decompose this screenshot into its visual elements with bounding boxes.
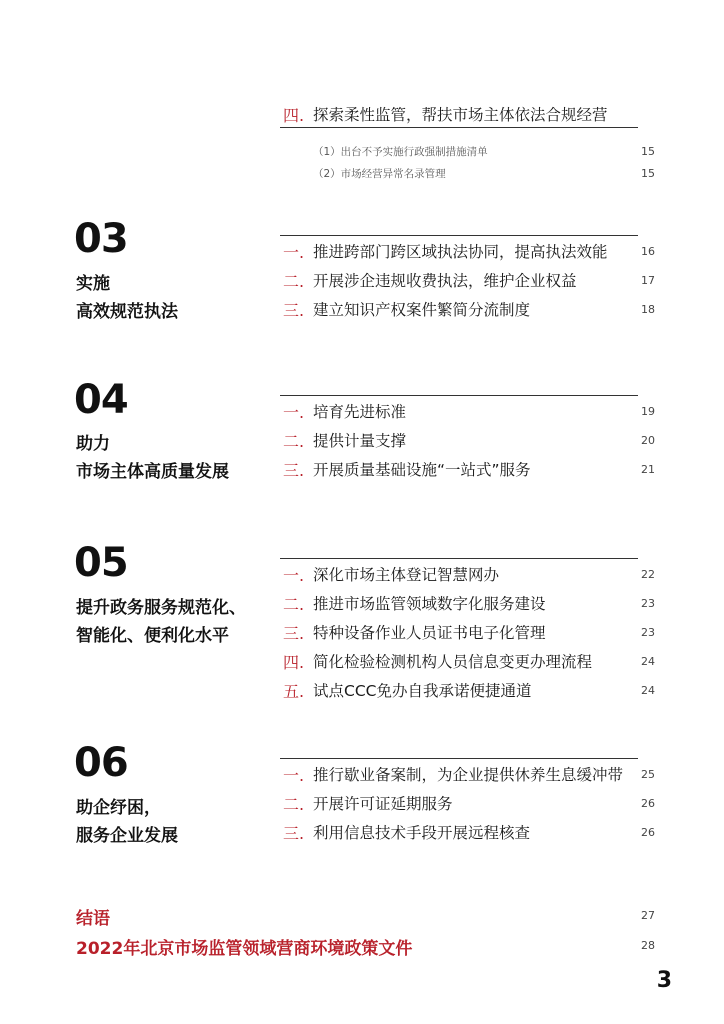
toc-entry[interactable] [283, 590, 655, 616]
subentry-text: （2）市场经营异常名录管理 [313, 167, 446, 180]
section-number: 03 [74, 216, 128, 262]
divider [280, 758, 638, 759]
entry-marker: 二. [283, 271, 305, 291]
toc-subentry[interactable] [313, 142, 655, 160]
toc-entry[interactable] [283, 427, 655, 453]
page-ref: 18 [641, 302, 655, 316]
page-ref: 15 [641, 144, 655, 158]
divider [280, 395, 638, 396]
toc-entry[interactable] [283, 238, 655, 264]
section-title: 实施 高效规范执法 [76, 274, 178, 322]
entry-text: 简化检验检测机构人员信息变更办理流程 [313, 653, 593, 671]
page-ref: 17 [641, 273, 655, 287]
page-ref: 25 [641, 767, 655, 781]
divider [280, 127, 638, 128]
entry-text: 特种设备作业人员证书电子化管理 [313, 624, 546, 642]
entry-marker: 一. [283, 402, 305, 422]
page-ref: 23 [641, 596, 655, 610]
page-ref: 24 [641, 683, 655, 697]
toc-entry[interactable] [283, 790, 655, 816]
entry-text: 推进市场监管领域数字化服务建设 [313, 595, 546, 613]
entry-marker: 三. [283, 823, 305, 843]
entry-marker: 三. [283, 623, 305, 643]
section-number: 06 [74, 740, 128, 786]
toc-entry-4-4[interactable] [283, 101, 655, 127]
page-ref: 16 [641, 244, 655, 258]
toc-entry[interactable] [283, 761, 655, 787]
page-ref: 24 [641, 654, 655, 668]
page-number: 3 [656, 968, 672, 993]
page-ref: 20 [641, 433, 655, 447]
toc-ending-policy-docs[interactable]: 2022年北京市场监管领域营商环境政策文件 [76, 939, 413, 959]
entry-text: 利用信息技术手段开展远程核查 [313, 824, 531, 842]
page-ref: 23 [641, 625, 655, 639]
page-ref: 26 [641, 825, 655, 839]
entry-text: 推行歇业备案制，为企业提供休养生息缓冲带 [313, 766, 624, 784]
section-title: 助力 市场主体高质量发展 [76, 434, 229, 482]
toc-entry[interactable] [283, 819, 655, 845]
toc-subentry[interactable] [313, 164, 655, 182]
divider [280, 235, 638, 236]
section-title: 提升政务服务规范化、 智能化、便利化水平 [76, 598, 246, 646]
entry-marker: 五. [283, 681, 305, 701]
entry-text: 提供计量支撑 [313, 432, 407, 450]
entry-marker: 一. [283, 242, 305, 262]
entry-marker: 二. [283, 794, 305, 814]
divider [280, 558, 638, 559]
entry-marker: 三. [283, 460, 305, 480]
toc-entry[interactable] [283, 398, 655, 424]
entry-text: 开展涉企违规收费执法，维护企业权益 [313, 272, 577, 290]
entry-text: 开展质量基础设施“一站式”服务 [313, 461, 531, 479]
toc-entry[interactable] [283, 296, 655, 322]
toc-entry[interactable] [283, 267, 655, 293]
toc-entry[interactable] [283, 619, 655, 645]
entry-marker: 一. [283, 565, 305, 585]
entry-text: 探索柔性监管，帮扶市场主体依法合规经营 [313, 106, 608, 124]
entry-marker: 三. [283, 300, 305, 320]
section-number: 04 [74, 377, 128, 423]
section-title: 助企纾困， 服务企业发展 [76, 798, 178, 846]
page-ref: 21 [641, 462, 655, 476]
entry-marker: 四. [283, 652, 305, 672]
entry-marker: 二. [283, 594, 305, 614]
toc-ending-conclusion[interactable]: 结语 [76, 909, 110, 929]
page-ref: 22 [641, 567, 655, 581]
entry-text: 建立知识产权案件繁简分流制度 [313, 301, 531, 319]
entry-marker: 一. [283, 765, 305, 785]
entry-text: 开展许可证延期服务 [313, 795, 453, 813]
entry-marker: 四. [283, 105, 305, 125]
toc-entry[interactable] [283, 677, 655, 703]
toc-entry[interactable] [283, 561, 655, 587]
entry-text: 推进跨部门跨区域执法协同，提高执法效能 [313, 243, 608, 261]
page-ref: 15 [641, 166, 655, 180]
toc-entry[interactable] [283, 648, 655, 674]
page-ref: 26 [641, 796, 655, 810]
page-ref: 19 [641, 404, 655, 418]
entry-text: 试点CCC免办自我承诺便捷通道 [313, 682, 532, 700]
toc-entry[interactable] [283, 456, 655, 482]
page-ref: 28 [641, 939, 655, 952]
entry-text: 深化市场主体登记智慧网办 [313, 566, 500, 584]
page-ref: 27 [641, 909, 655, 922]
entry-text: 培育先进标准 [313, 403, 407, 421]
subentry-text: （1）出台不予实施行政强制措施清单 [313, 145, 488, 158]
section-number: 05 [74, 540, 128, 586]
entry-marker: 二. [283, 431, 305, 451]
